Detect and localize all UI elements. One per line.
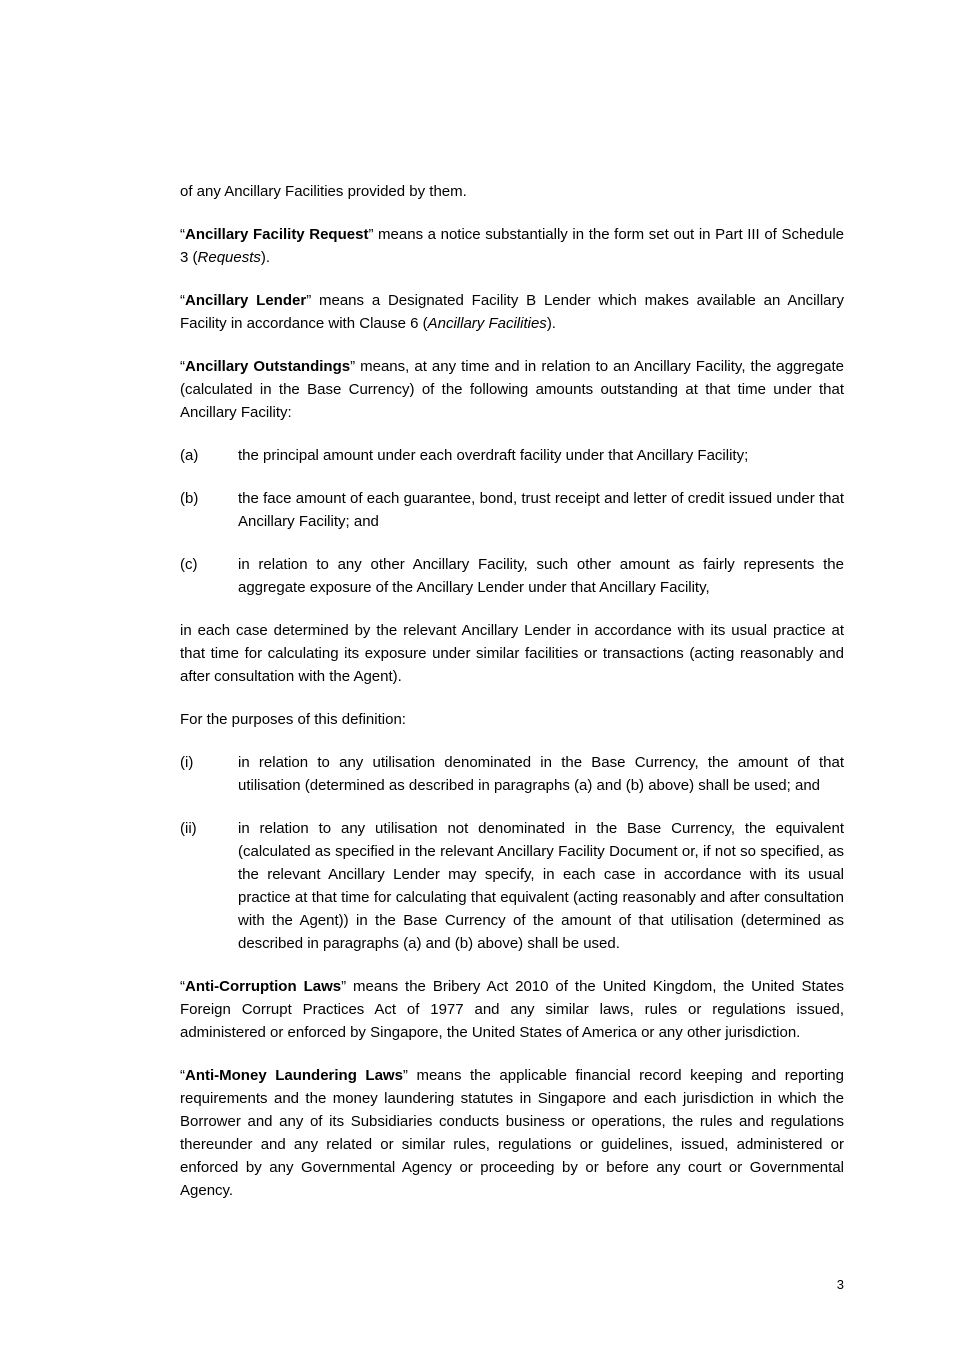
defined-term: Ancillary Facility Request — [185, 226, 369, 243]
text-run: ). — [546, 315, 556, 332]
italic-reference: Ancillary Facilities — [427, 315, 547, 332]
text-run: in relation to any other Ancillary Facility, such other amount as fairly represents the aggregate exposure of the Ancillary Lender under that Ancillary Facility, — [238, 556, 844, 596]
paragraph — [180, 180, 844, 203]
defined-term: Ancillary Outstandings — [185, 358, 351, 375]
paragraph — [180, 355, 844, 424]
text-run: “ — [180, 292, 185, 309]
list-item-label: (c) — [180, 556, 198, 573]
list-item-text — [238, 444, 844, 467]
list-item — [180, 817, 844, 955]
defined-term: Anti-Corruption Laws — [185, 978, 342, 995]
text-run: “ — [180, 358, 185, 375]
text-run: in relation to any utilisation not denominated in the Base Currency, the equivalent (calculated as specified in the relevant Ancillary Facility Document or, if not so specified, as the relevant Ancillary Lender may specify, in each case in accordance with its usual practice at that time for calculating that equivalent (acting reasonably and after consultation with the Agent)) in the Base Currency of the amount of that utilisation (determined as described in paragraphs (a) and (b) above) shall be used. — [238, 820, 844, 952]
text-run: ” means the Bribery Act 2010 of the United Kingdom, the United States Foreign Corrupt Practices Act of 1977 and any similar laws, rules or regulations issued, administered or enforced by Singapore, the United States of America or any other jurisdiction. — [180, 978, 844, 1041]
text-run: “ — [180, 226, 185, 243]
list-item-label: (b) — [180, 490, 199, 507]
italic-reference: Requests — [197, 249, 261, 266]
text-run: the face amount of each guarantee, bond, trust receipt and letter of credit issued under that Ancillary Facility; and — [238, 490, 844, 530]
text-run: in relation to any utilisation denominated in the Base Currency, the amount of that utilisation (determined as described in paragraphs (a) and (b) above) shall be used; and — [238, 754, 844, 794]
list-item-label: (ii) — [180, 820, 197, 837]
defined-term: Anti-Money Laundering Laws — [185, 1067, 403, 1084]
text-run: “ — [180, 1067, 185, 1084]
list-item-text — [238, 817, 844, 955]
paragraph — [180, 1064, 844, 1202]
defined-term: Ancillary Lender — [185, 292, 307, 309]
list-item-text — [238, 487, 844, 533]
list-item — [180, 553, 844, 599]
list-item — [180, 444, 844, 467]
text-run: ” means the applicable financial record keeping and reporting requirements and the money laundering statutes in Singapore and each jurisdiction in which the Borrower and any of its Subsidiaries conducts business or operations, the rules and regulations thereunder and any related or similar rules, regulations or guidelines, issued, administered or enforced by any Governmental Agency or proceeding by or before any court or Governmental Agency. — [180, 1067, 844, 1199]
text-run: For the purposes of this definition: — [180, 711, 406, 728]
list-item-text — [238, 751, 844, 797]
paragraph — [180, 223, 844, 269]
document-body — [180, 180, 844, 1202]
paragraph — [180, 975, 844, 1044]
text-run: ). — [260, 249, 271, 266]
text-run: the principal amount under each overdraft facility under that Ancillary Facility; — [238, 447, 749, 464]
text-run: in each case determined by the relevant Ancillary Lender in accordance with its usual practice at that time for calculating its exposure under similar facilities or transactions (acting reasonably and after consultation with the Agent). — [180, 622, 844, 685]
text-run: of any Ancillary Facilities provided by them. — [180, 183, 467, 200]
text-run: ” means a Designated Facility B Lender which makes available an Ancillary Facility in accordance with Clause 6 ( — [180, 292, 844, 332]
page-number: 3 — [836, 1277, 844, 1292]
list-item-text — [238, 553, 844, 599]
list-item-label: (a) — [180, 447, 199, 464]
list-item-label: (i) — [180, 754, 194, 771]
text-run: ” means a notice substantially in the form set out in Part III of Schedule 3 ( — [180, 226, 844, 266]
paragraph — [180, 708, 844, 731]
list-item — [180, 487, 844, 533]
text-run: “ — [180, 978, 185, 995]
text-run: ” means, at any time and in relation to an Ancillary Facility, the aggregate (calculated in the Base Currency) of the following amounts outstanding at that time under that Ancillary Facility: — [180, 358, 844, 421]
paragraph — [180, 289, 844, 335]
list-item — [180, 751, 844, 797]
paragraph — [180, 619, 844, 688]
